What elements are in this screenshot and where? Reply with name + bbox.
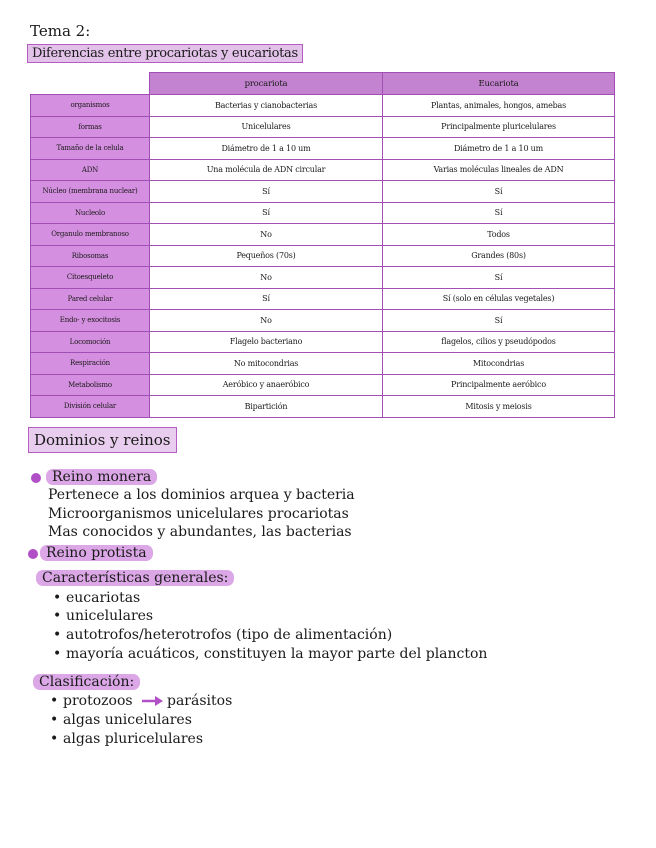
- heading-reino-monera: [46, 469, 157, 485]
- heading-reino-protista-text: Reino protista: [40, 545, 153, 561]
- cell-eucariota: Todos: [383, 224, 615, 246]
- cell-eucariota: Plantas, animales, hongos, amebas: [383, 95, 615, 117]
- list-bullet-icon: •: [53, 590, 62, 606]
- row-label: Endo- y exocitosis: [31, 310, 150, 332]
- row-label: Citoesqueleto: [31, 267, 150, 289]
- row-label: ADN: [31, 159, 150, 181]
- cell-procariota: Bipartición: [150, 396, 383, 418]
- row-label: Metabolismo: [31, 374, 150, 396]
- list-bullet-icon: •: [53, 627, 62, 643]
- cell-eucariota: Diámetro de 1 a 10 um: [383, 138, 615, 160]
- section-heading-dominios: Dominios y reinos: [28, 427, 177, 453]
- page-title: Tema 2:: [30, 22, 91, 40]
- heading-clasificacion: [33, 674, 140, 690]
- cell-eucariota: Principalmente aeróbico: [383, 374, 615, 396]
- cell-eucariota: Varias moléculas lineales de ADN: [383, 159, 615, 181]
- cell-eucariota: Sí: [383, 310, 615, 332]
- bullet-icon: [31, 473, 41, 483]
- cell-eucariota: Mitocondrias: [383, 353, 615, 375]
- list-item: unicelulares: [66, 608, 154, 624]
- heading-caracteristicas-text: Características generales:: [36, 570, 234, 586]
- table-row: [31, 224, 615, 246]
- cell-procariota: Aeróbico y anaeróbico: [150, 374, 383, 396]
- cell-procariota: No: [150, 310, 383, 332]
- monera-line: Microorganismos unicelulares procariotas: [48, 506, 349, 522]
- cell-procariota: Flagelo bacteriano: [150, 331, 383, 353]
- table-row: [31, 331, 615, 353]
- cell-procariota: Bacterias y cianobacterias: [150, 95, 383, 117]
- list-bullet-icon: •: [50, 731, 59, 747]
- cell-eucariota: Mitosis y meiosis: [383, 396, 615, 418]
- cell-eucariota: Sí: [383, 181, 615, 203]
- cell-procariota: Sí: [150, 202, 383, 224]
- list-bullet-icon: •: [50, 712, 59, 728]
- column-header-procariota: procariota: [150, 73, 383, 95]
- cell-procariota: No mitocondrias: [150, 353, 383, 375]
- list-bullet-icon: •: [53, 608, 62, 624]
- cell-eucariota: Principalmente pluricelulares: [383, 116, 615, 138]
- row-label: Tamaño de la celula: [31, 138, 150, 160]
- row-label: Organulo membranoso: [31, 224, 150, 246]
- monera-line: Pertenece a los dominios arquea y bacteria: [48, 487, 355, 503]
- list-bullet-icon: •: [53, 646, 62, 662]
- table-header-row: [31, 73, 615, 95]
- cell-eucariota: flagelos, cilios y pseudópodos: [383, 331, 615, 353]
- list-item: autotrofos/heterotrofos (tipo de alimentación): [66, 627, 393, 643]
- cell-eucariota: Sí: [383, 202, 615, 224]
- table-row: [31, 181, 615, 203]
- row-label: Pared celular: [31, 288, 150, 310]
- arrow-right-icon: [140, 693, 164, 707]
- bullet-icon: [28, 549, 38, 559]
- row-label: formas: [31, 116, 150, 138]
- row-label: Respiración: [31, 353, 150, 375]
- table-title: Diferencias entre procariotas y eucariotas: [27, 44, 303, 63]
- row-label: Ribosomas: [31, 245, 150, 267]
- table-row: [31, 95, 615, 117]
- list-item: algas pluricelulares: [63, 731, 203, 747]
- cell-procariota: Sí: [150, 288, 383, 310]
- cell-procariota: Sí: [150, 181, 383, 203]
- list-bullet-icon: •: [50, 693, 59, 709]
- table-row: [31, 267, 615, 289]
- heading-reino-monera-text: Reino monera: [46, 469, 157, 485]
- row-label: Locomoción: [31, 331, 150, 353]
- heading-reino-protista: [40, 545, 153, 561]
- table-corner: [31, 73, 150, 95]
- column-header-eucariota: Eucariota: [383, 73, 615, 95]
- cell-eucariota: Sí: [383, 267, 615, 289]
- table-row: [31, 374, 615, 396]
- table-row: [31, 245, 615, 267]
- list-item: eucariotas: [66, 590, 141, 606]
- table-row: [31, 396, 615, 418]
- list-item-protozoos: protozoos: [63, 693, 133, 709]
- table-row: [31, 138, 615, 160]
- cell-eucariota: Grandes (80s): [383, 245, 615, 267]
- list-item: mayoría acuáticos, constituyen la mayor parte del plancton: [66, 646, 488, 662]
- row-label: Nucleolo: [31, 202, 150, 224]
- cell-eucariota: Sí (solo en células vegetales): [383, 288, 615, 310]
- row-label: Núcleo (membrana nuclear): [31, 181, 150, 203]
- cell-procariota: Diámetro de 1 a 10 um: [150, 138, 383, 160]
- cell-procariota: Una molécula de ADN circular: [150, 159, 383, 181]
- list-item-parasitos: parásitos: [167, 693, 233, 709]
- cell-procariota: Unicelulares: [150, 116, 383, 138]
- list-item: algas unicelulares: [63, 712, 192, 728]
- heading-caracteristicas: [36, 570, 234, 586]
- monera-line: Mas conocidos y abundantes, las bacterias: [48, 524, 352, 540]
- cell-procariota: No: [150, 224, 383, 246]
- table-row: [31, 288, 615, 310]
- comparison-table: [30, 72, 615, 418]
- table-row: [31, 159, 615, 181]
- heading-clasificacion-text: Clasificación:: [33, 674, 140, 690]
- table-row: [31, 116, 615, 138]
- row-label: organismos: [31, 95, 150, 117]
- cell-procariota: No: [150, 267, 383, 289]
- table-row: [31, 310, 615, 332]
- row-label: División celular: [31, 396, 150, 418]
- cell-procariota: Pequeños (70s): [150, 245, 383, 267]
- table-row: [31, 353, 615, 375]
- table-row: [31, 202, 615, 224]
